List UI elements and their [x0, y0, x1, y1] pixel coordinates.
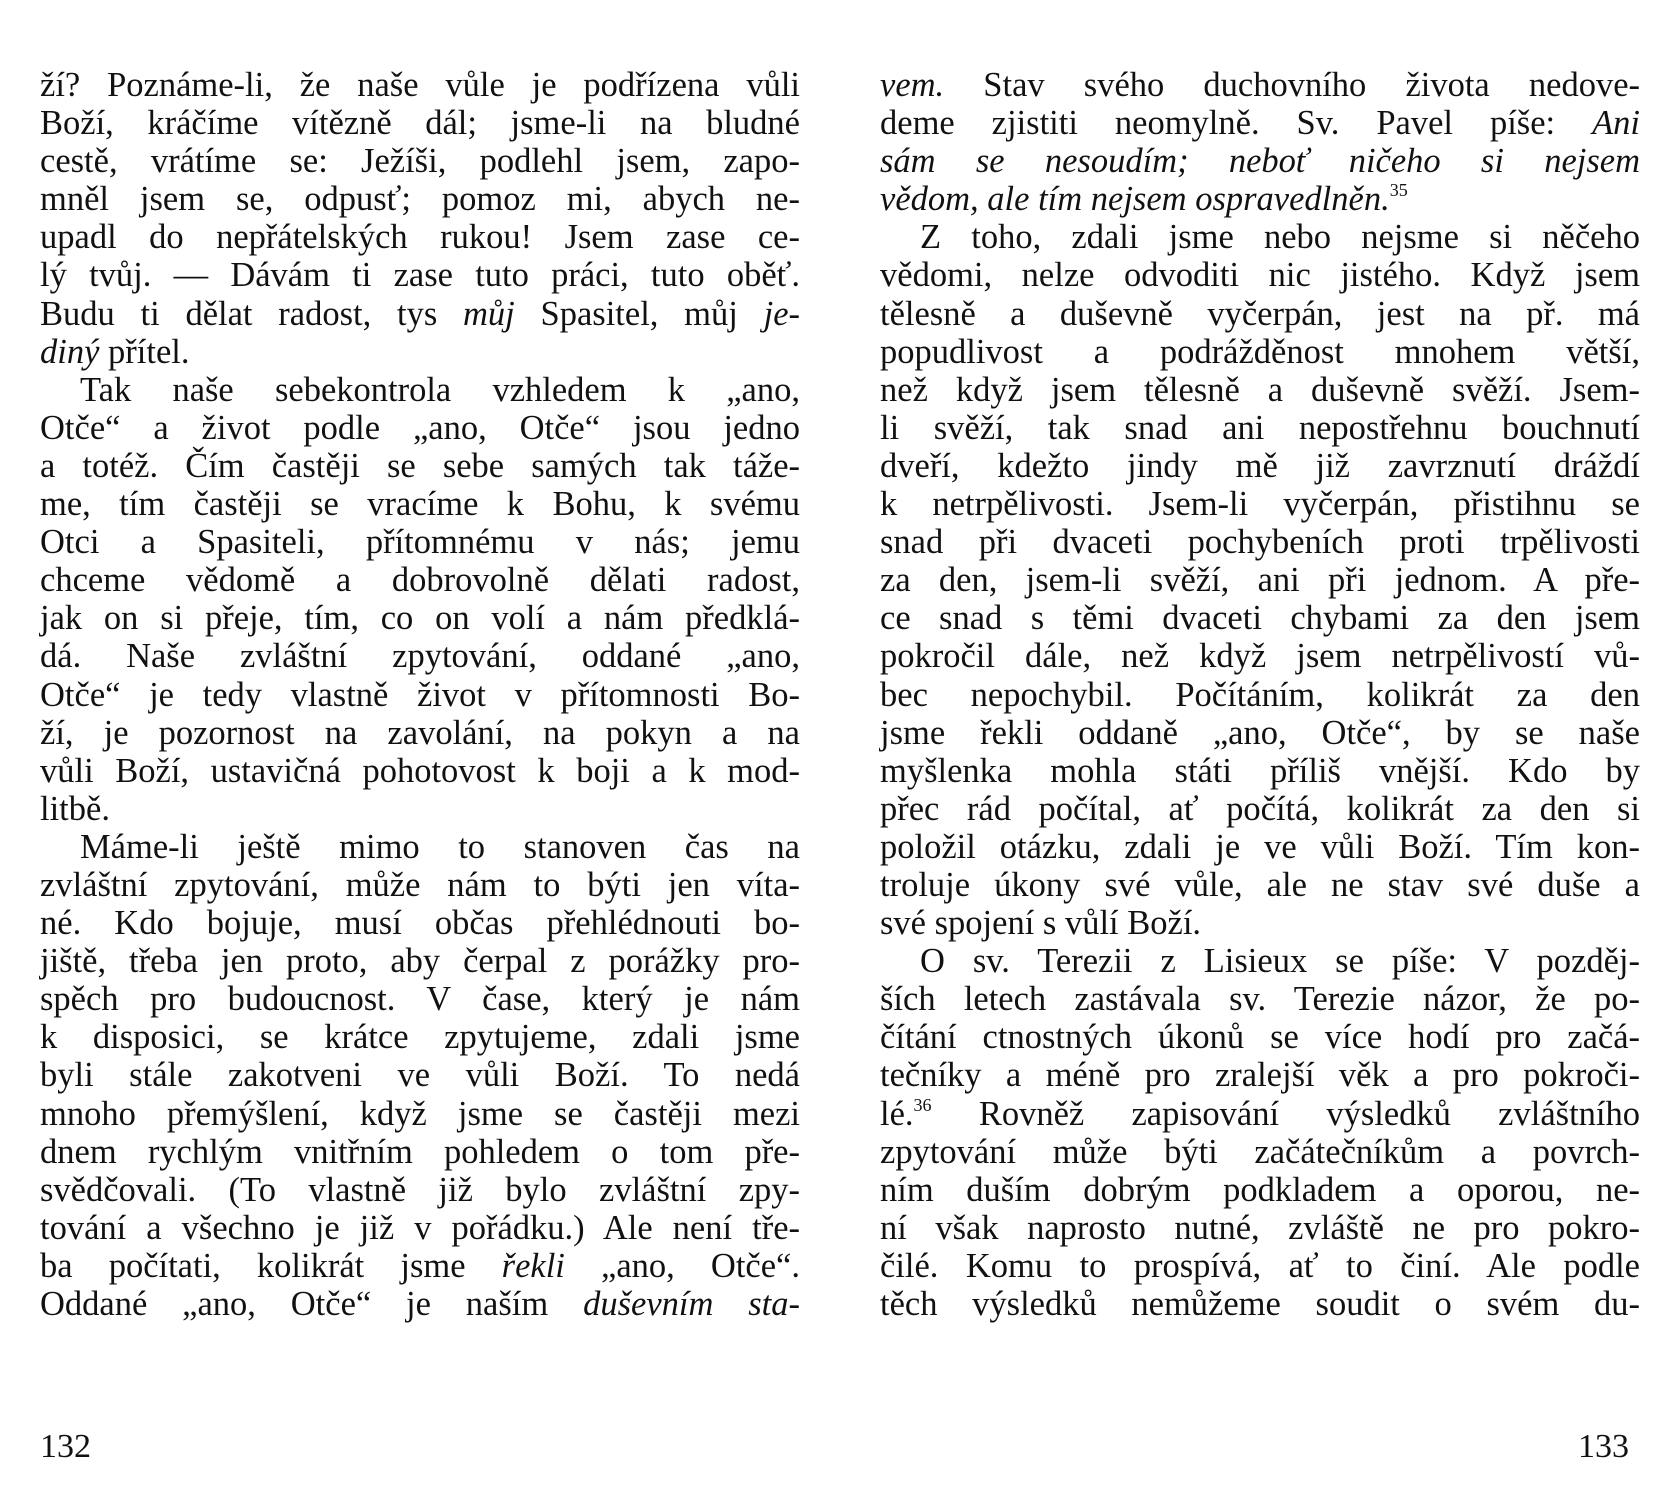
text-line: bec nepochybil. Počítáním, kolikrát za den: [880, 675, 1640, 714]
text-line: myšlenka mohla státi příliš vnější. Kdo by: [880, 751, 1640, 790]
text-line: snad při dvaceti pochybeních proti trpělivosti: [880, 523, 1640, 562]
text-line: zpytování může býti začátečníkům a povrch-: [880, 1132, 1640, 1171]
text-line: tování a všechno je již v pořádku.) Ale není tře-: [40, 1208, 800, 1247]
text-line: [40, 333, 800, 371]
text-line: tělesně a duševně vyčerpán, jest na př. má: [880, 294, 1640, 333]
text-line: než když jsem tělesně a duševně svěží. Jsem-: [880, 370, 1640, 409]
text-run: přítel.: [99, 332, 190, 371]
text-line: troluje úkony své vůle, ale ne stav své duše a: [880, 865, 1640, 904]
italic-text: duševním sta-: [583, 1285, 800, 1323]
text-line: k netrpělivosti. Jsem-li vyčerpán, přistihnu se: [880, 485, 1640, 524]
text-line: [880, 180, 1640, 218]
text-line: čítání ctnostných úkonů se více hodí pro začá-: [880, 1018, 1640, 1057]
text-line: Máme-li ještě mimo to stanoven čas na: [80, 827, 800, 866]
text-line: těch výsledků nemůžeme soudit o svém du-: [880, 1285, 1640, 1323]
text-line: lý tvůj. — Dávám ti zase tuto práci, tuto oběť.: [40, 256, 800, 295]
text-line: litbě.: [40, 789, 110, 828]
text-line: dnem rychlým vnitřním pohledem o tom pře-: [40, 1132, 800, 1171]
left-text-column: [40, 66, 800, 1323]
text-line: ží, je pozornost na zavolání, na pokyn a na: [40, 713, 800, 752]
footnote-reference: 35: [1389, 180, 1408, 201]
text-line: mnoho přemýšlení, když jsme se častěji mezi: [40, 1094, 800, 1133]
text-run: deme zjistiti neomylně. Sv. Pavel píše:: [880, 104, 1593, 143]
text-line: Otci a Spasiteli, přítomnému v nás; jemu: [40, 523, 800, 562]
text-line: za den, jsem-li svěží, ani při jednom. A pře-: [880, 561, 1640, 600]
text-line: vůli Boží, ustavičná pohotovost k boji a k mod-: [40, 751, 800, 790]
text-line: [880, 142, 1640, 180]
text-line: Otče“ a život podle „ano, Otče“ jsou jedno: [40, 408, 800, 447]
italic-text: řekli: [501, 1246, 565, 1285]
text-run: Stav svého duchovního života nedove-: [944, 66, 1640, 104]
text-line: [880, 66, 1640, 104]
footnote-reference: 36: [913, 1094, 932, 1115]
text-line: dveří, kdežto jindy mě již zavrznutí dráždí: [880, 446, 1640, 485]
text-line: spěch pro budoucnost. V čase, který je nám: [40, 980, 800, 1019]
text-line: [880, 104, 1640, 142]
italic-text: vědom, ale tím nejsem ospravedlněn.: [880, 180, 1390, 219]
text-line: své spojení s vůlí Boží.: [880, 904, 1202, 943]
text-line: jsme řekli oddaně „ano, Otče“, by se naše: [880, 713, 1640, 752]
right-page-number: 133: [1578, 1428, 1629, 1465]
right-page: [836, 0, 1672, 1501]
text-run: lé.: [880, 1094, 914, 1133]
text-line: ním duším dobrým podkladem a oporou, ne-: [880, 1170, 1640, 1209]
text-line: ní však naprosto nutné, zvláště ne pro pokro-: [880, 1208, 1640, 1247]
text-line: byli stále zakotveni ve vůli Boží. To nedá: [40, 1056, 800, 1095]
text-line: položil otázku, zdali je ve vůli Boží. Tím kon-: [880, 827, 1640, 866]
text-line: [40, 1247, 800, 1285]
italic-text: vem.: [880, 66, 945, 104]
text-line: tečníky a méně pro zralejší věk a pro pokroči-: [880, 1056, 1640, 1095]
text-run: Spasitel, můj: [514, 294, 764, 333]
text-run: „ano, Otče“.: [564, 1246, 800, 1285]
italic-text: je-: [763, 294, 800, 333]
text-line: Otče“ je tedy vlastně život v přítomnosti Bo-: [40, 675, 800, 714]
text-line: upadl do nepřátelských rukou! Jsem zase ce-: [40, 218, 800, 257]
text-line: [880, 1095, 1640, 1133]
text-line: zvláštní zpytování, může nám to býti jen víta-: [40, 865, 800, 904]
text-line: ších letech zastávala sv. Terezie názor, že po-: [880, 980, 1640, 1019]
text-line: vědomi, nelze odvoditi nic jistého. Když jsem: [880, 256, 1640, 295]
italic-text: můj: [463, 294, 515, 333]
text-line: li svěží, tak snad ani nepostřehnu bouchnutí: [880, 408, 1640, 447]
text-line: chceme vědomě a dobrovolně dělati radost,: [40, 561, 800, 600]
text-line: né. Kdo bojuje, musí občas přehlédnouti bo-: [40, 904, 800, 943]
text-line: cestě, vrátíme se: Ježíši, podlehl jsem, zapo-: [40, 142, 800, 181]
text-line: O sv. Terezii z Lisieux se píše: V pozděj-: [920, 942, 1640, 981]
italic-text: Ani: [1592, 104, 1640, 143]
text-line: čilé. Komu to prospívá, ať to činí. Ale podle: [880, 1246, 1640, 1285]
text-run: Rovněž zapisování výsledků zvláštního: [931, 1094, 1640, 1133]
italic-text: diný: [40, 332, 100, 371]
text-line: a totéž. Čím častěji se sebe samých tak táže-: [40, 446, 800, 485]
text-line: jiště, třeba jen proto, aby čerpal z porážky pro-: [40, 942, 800, 981]
text-line: [40, 295, 800, 333]
text-line: Boží, kráčíme vítězně dál; jsme-li na bludné: [40, 104, 800, 143]
italic-text: sám se nesoudím; neboť ničeho si nejsem: [880, 142, 1640, 181]
text-line: pokročil dále, než když jsem netrpělivostí vů-: [880, 637, 1640, 676]
text-run: ba počítati, kolikrát jsme: [40, 1246, 502, 1285]
text-line: k disposici, se krátce zpytujeme, zdali jsme: [40, 1018, 800, 1057]
text-line: dá. Naše zvláštní zpytování, oddané „ano,: [40, 637, 800, 676]
text-line: popudlivost a podrážděnost mnohem větší,: [880, 332, 1640, 371]
text-line: svědčovali. (To vlastně již bylo zvláštní zpy-: [40, 1170, 800, 1209]
text-line: Z toho, zdali jsme nebo nejsme si něčeho: [920, 218, 1640, 257]
text-line: me, tím častěji se vracíme k Bohu, k svému: [40, 485, 800, 524]
text-line: [40, 1285, 800, 1323]
left-page-number: 132: [40, 1428, 91, 1465]
text-run: Oddané „ano, Otče“ je naším: [40, 1285, 584, 1323]
text-line: přec rád počítal, ať počítá, kolikrát za den si: [880, 789, 1640, 828]
text-line: ce snad s těmi dvaceti chybami za den jsem: [880, 599, 1640, 638]
text-line: mněl jsem se, odpusť; pomoz mi, abych ne-: [40, 180, 800, 219]
right-text-column: [880, 66, 1640, 1323]
text-line: Tak naše sebekontrola vzhledem k „ano,: [80, 370, 800, 409]
text-line: ží? Poznáme-li, že naše vůle je podřízena vůli: [40, 66, 800, 104]
text-line: jak on si přeje, tím, co on volí a nám předklá-: [40, 599, 800, 638]
text-run: Budu ti dělat radost, tys: [40, 294, 464, 333]
